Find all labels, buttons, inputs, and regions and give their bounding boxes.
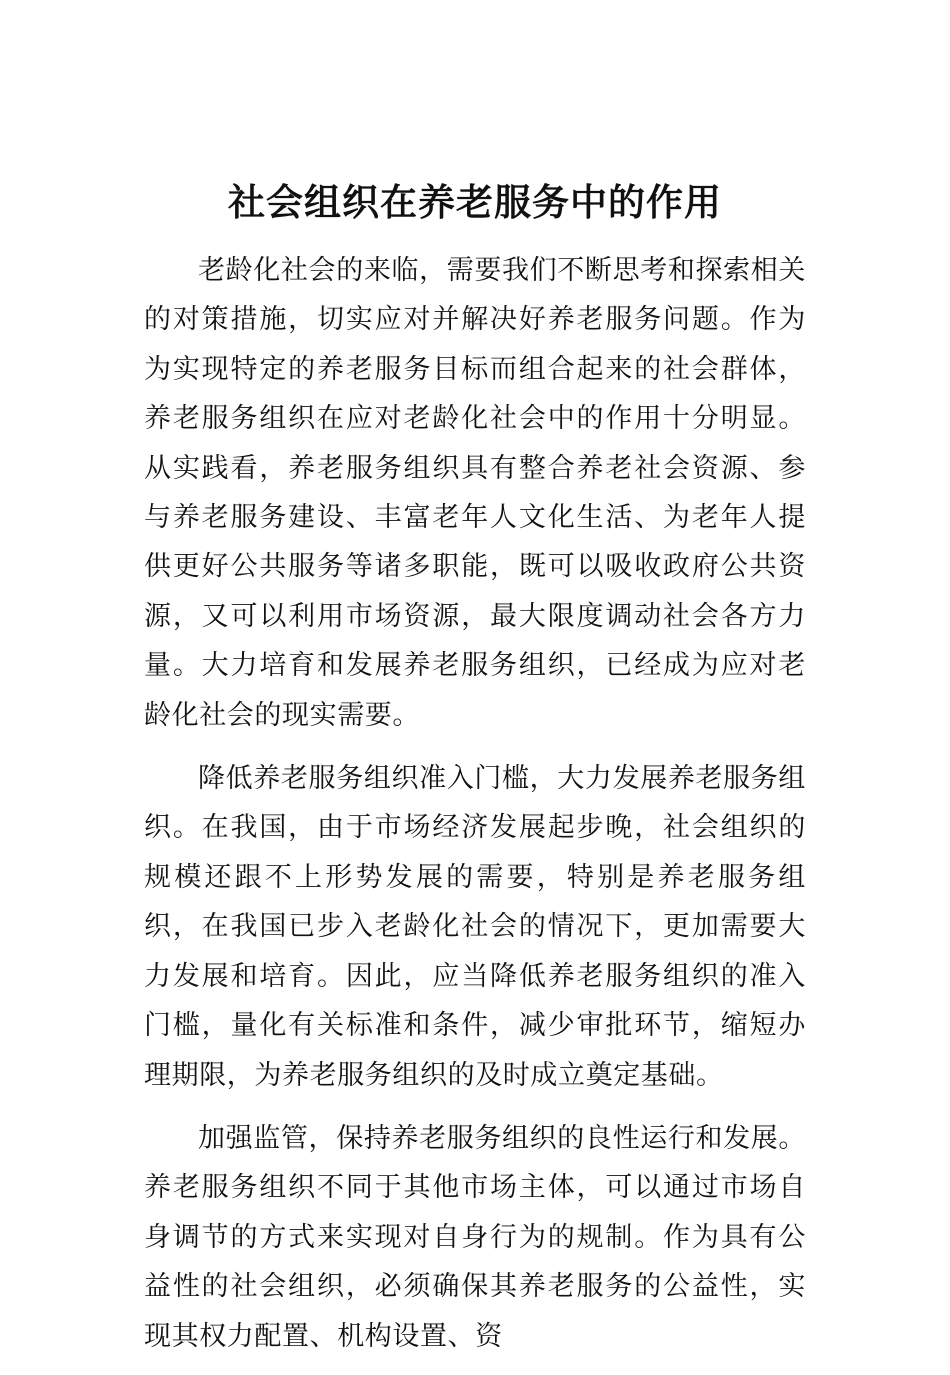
document-title: 社会组织在养老服务中的作用 — [228, 180, 722, 224]
document-body — [144, 246, 806, 1375]
paragraph-2: 降低养老服务组织准入门槛，大力发展养老服务组织。在我国，由于市场经济发展起步晚，社会组织的规模还跟不上形势发展的需要，特别是养老服务组织，在我国已步入老龄化社会的情况下，更加需要大力发展和培育。因此，应当降低养老服务组织的准入门槛，量化有关标准和条件，减少审批环节，缩短办理期限，为养老服务组织的及时成立奠定基础。 — [144, 763, 806, 1091]
paragraph-1: 老龄化社会的来临，需要我们不断思考和探索相关的对策措施，切实应对并解决好养老服务问题。作为为实现特定的养老服务目标而组合起来的社会群体，养老服务组织在应对老龄化社会中的作用十分明显。从实践看，养老服务组织具有整合养老社会资源、参与养老服务建设、丰富老年人文化生活、为老年人提供更好公共服务等诸多职能，既可以吸收政府公共资源，又可以利用市场资源，最大限度调动社会各方力量。大力培育和发展养老服务组织，已经成为应对老龄化社会的现实需要。 — [144, 255, 806, 731]
paragraph-3: 加强监管，保持养老服务组织的良性运行和发展。养老服务组织不同于其他市场主体，可以通过市场自身调节的方式来实现对自身行为的规制。作为具有公益性的社会组织，必须确保其养老服务的公益性，实现其权力配置、机构设置、资 — [144, 1122, 806, 1352]
